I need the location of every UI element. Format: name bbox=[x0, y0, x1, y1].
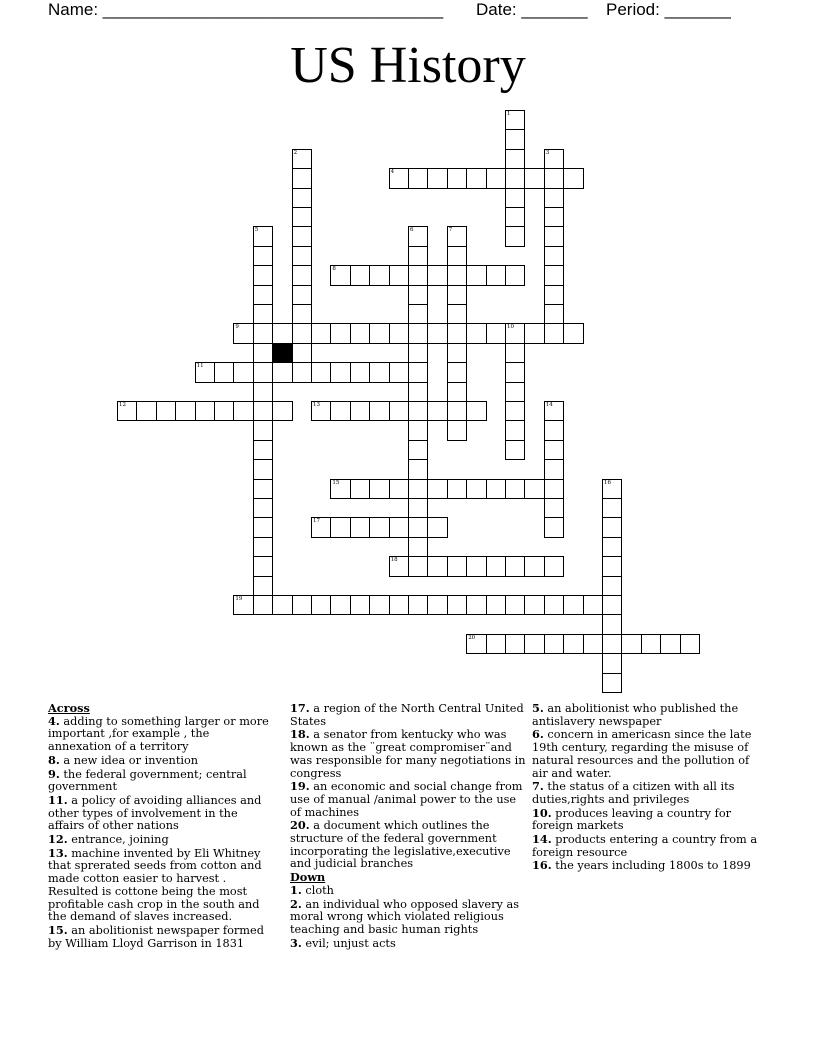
grid-cell[interactable] bbox=[408, 595, 428, 615]
grid-cell[interactable] bbox=[544, 188, 564, 208]
grid-cell[interactable] bbox=[544, 226, 564, 246]
grid-cell[interactable] bbox=[330, 479, 350, 499]
grid-cell[interactable] bbox=[408, 498, 428, 518]
grid-cell[interactable] bbox=[602, 614, 622, 634]
clue-text: produces leaving a country for foreign markets bbox=[532, 806, 732, 833]
grid-cell[interactable] bbox=[136, 401, 156, 421]
clue-number: 6. bbox=[532, 727, 544, 742]
clue-text: entrance, joining bbox=[71, 833, 169, 847]
grid-cell[interactable] bbox=[311, 362, 331, 382]
grid-cell[interactable] bbox=[641, 634, 661, 654]
grid-cell[interactable] bbox=[486, 556, 506, 576]
grid-cell[interactable] bbox=[505, 129, 525, 149]
grid-cell[interactable] bbox=[233, 401, 253, 421]
clue-text: products entering a country from a foreign resource bbox=[532, 833, 758, 859]
grid-cell[interactable] bbox=[253, 226, 273, 246]
grid-cell[interactable] bbox=[544, 246, 564, 266]
grid-cell[interactable] bbox=[524, 556, 544, 576]
clue-number: 14. bbox=[532, 832, 552, 847]
grid-cell[interactable] bbox=[466, 401, 486, 421]
grid-cell[interactable] bbox=[447, 556, 467, 576]
grid-cell[interactable] bbox=[253, 440, 273, 460]
grid-cell[interactable] bbox=[350, 362, 370, 382]
clue-text: a region of the North Central United States bbox=[290, 702, 524, 728]
clue-text: a document which outlines the structure of the federal government incorporating the legislative,executive and judicial branches bbox=[290, 819, 511, 871]
clue-number: 19. bbox=[290, 779, 310, 794]
grid-cell[interactable] bbox=[408, 440, 428, 460]
down-clue bbox=[532, 728, 766, 780]
grid-cell[interactable] bbox=[427, 517, 447, 537]
clue-number: 20. bbox=[290, 818, 310, 833]
grid-cell[interactable] bbox=[602, 634, 622, 654]
down-clue bbox=[532, 702, 766, 728]
grid-cell[interactable] bbox=[505, 323, 525, 343]
grid-cell[interactable] bbox=[680, 634, 700, 654]
clue-text: an individual who opposed slavery as moral wrong which violated religious teaching and basic human rights bbox=[290, 897, 519, 936]
grid-cell[interactable] bbox=[408, 517, 428, 537]
grid-cell[interactable] bbox=[389, 323, 409, 343]
grid-cell[interactable] bbox=[544, 401, 564, 421]
grid-cell[interactable] bbox=[408, 246, 428, 266]
grid-cell[interactable] bbox=[505, 168, 525, 188]
down-clue bbox=[290, 937, 526, 951]
grid-cell[interactable] bbox=[447, 246, 467, 266]
grid-cell[interactable] bbox=[350, 401, 370, 421]
across-clue bbox=[290, 780, 526, 819]
grid-cell[interactable] bbox=[447, 343, 467, 363]
grid-cell[interactable] bbox=[253, 285, 273, 305]
grid-cell[interactable] bbox=[447, 479, 467, 499]
grid-cell[interactable] bbox=[156, 401, 176, 421]
down-clue bbox=[290, 884, 526, 898]
grid-cell[interactable] bbox=[602, 673, 622, 693]
grid-cell[interactable] bbox=[292, 343, 312, 363]
grid-cell[interactable] bbox=[505, 149, 525, 169]
grid-cell[interactable] bbox=[292, 304, 312, 324]
clue-text: evil; unjust acts bbox=[305, 936, 396, 950]
grid-cell[interactable] bbox=[447, 304, 467, 324]
grid-cell[interactable] bbox=[602, 498, 622, 518]
grid-cell[interactable] bbox=[292, 265, 312, 285]
clue-number: 17. bbox=[290, 701, 310, 715]
across-clue bbox=[48, 768, 276, 794]
grid-cell[interactable] bbox=[544, 304, 564, 324]
down-clue bbox=[532, 859, 766, 873]
grid-cell[interactable] bbox=[253, 343, 273, 363]
clue-number: 5. bbox=[532, 701, 544, 715]
grid-cell[interactable] bbox=[544, 517, 564, 537]
grid-cell[interactable] bbox=[330, 401, 350, 421]
black-cell bbox=[272, 343, 292, 363]
grid-cell[interactable] bbox=[389, 517, 409, 537]
clue-number: 8. bbox=[48, 752, 60, 767]
grid-cell[interactable] bbox=[350, 323, 370, 343]
grid-cell[interactable] bbox=[486, 634, 506, 654]
clue-number: 4 bbox=[390, 169, 395, 176]
grid-cell[interactable] bbox=[330, 265, 350, 285]
grid-cell[interactable] bbox=[253, 498, 273, 518]
grid-cell[interactable] bbox=[602, 537, 622, 557]
grid-cell[interactable] bbox=[447, 285, 467, 305]
clue-number: 13 bbox=[313, 402, 320, 408]
grid-cell[interactable] bbox=[330, 323, 350, 343]
grid-cell[interactable] bbox=[292, 323, 312, 343]
clue-number: 6 bbox=[410, 227, 414, 234]
grid-cell[interactable] bbox=[544, 168, 564, 188]
clue-text: a policy of avoiding alliances and other types of involvement in the affairs of other nations bbox=[48, 793, 262, 833]
grid-cell[interactable] bbox=[602, 556, 622, 576]
grid-cell[interactable] bbox=[369, 595, 389, 615]
clue-number: 14 bbox=[545, 402, 553, 408]
across-clue bbox=[48, 833, 276, 847]
grid-cell[interactable] bbox=[544, 595, 564, 615]
grid-cell[interactable] bbox=[350, 479, 370, 499]
clues-column-2 bbox=[290, 702, 526, 950]
clue-number: 5 bbox=[254, 227, 259, 234]
clue-number: 7. bbox=[532, 779, 544, 794]
grid-cell[interactable] bbox=[544, 459, 564, 479]
clue-number: 2. bbox=[290, 896, 302, 911]
grid-cell[interactable] bbox=[369, 479, 389, 499]
clue-number: 10 bbox=[507, 324, 514, 331]
clue-number: 16. bbox=[532, 858, 552, 873]
grid-cell[interactable] bbox=[292, 168, 312, 188]
grid-cell[interactable] bbox=[524, 595, 544, 615]
grid-cell[interactable] bbox=[408, 168, 428, 188]
clue-number: 11. bbox=[48, 792, 68, 807]
grid-cell[interactable] bbox=[505, 440, 525, 460]
grid-cell[interactable] bbox=[466, 479, 486, 499]
grid-cell[interactable] bbox=[408, 382, 428, 402]
grid-cell[interactable] bbox=[544, 207, 564, 227]
grid-cell[interactable] bbox=[253, 556, 273, 576]
grid-cell[interactable] bbox=[524, 323, 544, 343]
grid-cell[interactable] bbox=[447, 226, 467, 246]
down-clue bbox=[532, 833, 766, 859]
grid-cell[interactable] bbox=[292, 595, 312, 615]
grid-cell[interactable] bbox=[505, 420, 525, 440]
grid-cell[interactable] bbox=[544, 479, 564, 499]
clue-number: 16 bbox=[604, 479, 611, 486]
grid-cell[interactable] bbox=[408, 304, 428, 324]
grid-cell[interactable] bbox=[253, 304, 273, 324]
down-clue bbox=[532, 807, 766, 833]
grid-cell[interactable] bbox=[408, 323, 428, 343]
grid-cell[interactable] bbox=[311, 595, 331, 615]
grid-cell[interactable] bbox=[253, 265, 273, 285]
name-field[interactable]: Name: ____________________________________ bbox=[48, 0, 444, 19]
period-field[interactable]: Period: _______ bbox=[606, 0, 731, 19]
clue-number: 8 bbox=[332, 266, 336, 273]
grid-cell[interactable] bbox=[427, 595, 447, 615]
grid-cell[interactable] bbox=[272, 323, 292, 343]
grid-cell[interactable] bbox=[486, 479, 506, 499]
grid-cell[interactable] bbox=[330, 595, 350, 615]
grid-cell[interactable] bbox=[253, 420, 273, 440]
grid-cell[interactable] bbox=[389, 168, 409, 188]
clue-text: a new idea or invention bbox=[63, 753, 199, 767]
grid-cell[interactable] bbox=[175, 401, 195, 421]
grid-cell[interactable] bbox=[292, 362, 312, 382]
grid-cell[interactable] bbox=[253, 382, 273, 402]
grid-cell[interactable] bbox=[505, 401, 525, 421]
grid-cell[interactable] bbox=[505, 110, 525, 130]
clue-number: 10. bbox=[532, 805, 552, 820]
grid-cell[interactable] bbox=[466, 556, 486, 576]
grid-cell[interactable] bbox=[292, 285, 312, 305]
grid-cell[interactable] bbox=[544, 285, 564, 305]
grid-cell[interactable] bbox=[311, 323, 331, 343]
grid-cell[interactable] bbox=[292, 226, 312, 246]
clue-text: adding to something larger or more important ,for example , the annexation of a territory bbox=[48, 714, 269, 754]
grid-cell[interactable] bbox=[369, 323, 389, 343]
grid-cell[interactable] bbox=[195, 401, 215, 421]
grid-cell[interactable] bbox=[544, 556, 564, 576]
grid-cell[interactable] bbox=[311, 517, 331, 537]
grid-cell[interactable] bbox=[583, 634, 603, 654]
grid-cell[interactable] bbox=[427, 401, 447, 421]
clue-number: 20 bbox=[468, 634, 476, 641]
grid-cell[interactable] bbox=[447, 401, 467, 421]
down-clue bbox=[290, 898, 526, 937]
grid-cell[interactable] bbox=[389, 265, 409, 285]
grid-cell[interactable] bbox=[292, 207, 312, 227]
grid-cell[interactable] bbox=[524, 634, 544, 654]
clue-number: 2 bbox=[293, 149, 298, 156]
grid-cell[interactable] bbox=[505, 634, 525, 654]
grid-cell[interactable] bbox=[214, 401, 234, 421]
across-clue bbox=[290, 819, 526, 871]
grid-cell[interactable] bbox=[505, 382, 525, 402]
clue-number: 15. bbox=[48, 922, 68, 937]
clue-text: cloth bbox=[305, 883, 334, 897]
clue-number: 19 bbox=[235, 596, 243, 602]
grid-cell[interactable] bbox=[544, 498, 564, 518]
across-clue bbox=[48, 715, 276, 754]
grid-cell[interactable] bbox=[466, 634, 486, 654]
grid-cell[interactable] bbox=[563, 323, 583, 343]
clue-text: an abolitionist who published the antislavery newspaper bbox=[532, 702, 739, 728]
grid-cell[interactable] bbox=[505, 188, 525, 208]
grid-cell[interactable] bbox=[369, 265, 389, 285]
clue-number: 7 bbox=[448, 227, 453, 234]
clue-number: 13. bbox=[48, 845, 68, 860]
grid-cell[interactable] bbox=[389, 479, 409, 499]
grid-cell[interactable] bbox=[408, 479, 428, 499]
grid-cell[interactable] bbox=[427, 556, 447, 576]
across-clue bbox=[48, 754, 276, 768]
grid-cell[interactable] bbox=[505, 479, 525, 499]
grid-cell[interactable] bbox=[389, 362, 409, 382]
clue-number: 12. bbox=[48, 832, 68, 847]
clue-number: 15 bbox=[332, 479, 340, 486]
across-clue bbox=[290, 728, 526, 780]
grid-cell[interactable] bbox=[602, 653, 622, 673]
grid-cell[interactable] bbox=[505, 595, 525, 615]
grid-cell[interactable] bbox=[447, 420, 467, 440]
clue-number: 9. bbox=[48, 766, 60, 781]
clue-number: 11 bbox=[196, 363, 204, 370]
grid-cell[interactable] bbox=[505, 362, 525, 382]
grid-cell[interactable] bbox=[330, 517, 350, 537]
grid-cell[interactable] bbox=[389, 401, 409, 421]
grid-cell[interactable] bbox=[214, 362, 234, 382]
clue-number: 18 bbox=[390, 557, 398, 564]
grid-cell[interactable] bbox=[602, 595, 622, 615]
grid-cell[interactable] bbox=[466, 323, 486, 343]
grid-cell[interactable] bbox=[195, 362, 215, 382]
grid-cell[interactable] bbox=[505, 343, 525, 363]
across-clue bbox=[48, 847, 276, 924]
clue-text: an economic and social change from use of manual /animal power to the use of machines bbox=[290, 780, 523, 819]
grid-cell[interactable] bbox=[292, 188, 312, 208]
grid-cell[interactable] bbox=[408, 401, 428, 421]
grid-cell[interactable] bbox=[408, 265, 428, 285]
grid-cell[interactable] bbox=[427, 265, 447, 285]
page-title: US History bbox=[290, 37, 526, 94]
grid-cell[interactable] bbox=[447, 382, 467, 402]
grid-cell[interactable] bbox=[447, 323, 467, 343]
clue-number: 12 bbox=[119, 402, 126, 408]
grid-cell[interactable] bbox=[544, 440, 564, 460]
grid-cell[interactable] bbox=[563, 595, 583, 615]
grid-cell[interactable] bbox=[563, 634, 583, 654]
clue-text: the federal government; central government bbox=[48, 767, 247, 794]
grid-cell[interactable] bbox=[427, 323, 447, 343]
grid-cell[interactable] bbox=[233, 362, 253, 382]
grid-cell[interactable] bbox=[602, 517, 622, 537]
across-clue bbox=[48, 794, 276, 833]
grid-cell[interactable] bbox=[253, 362, 273, 382]
grid-cell[interactable] bbox=[272, 362, 292, 382]
grid-cell[interactable] bbox=[544, 634, 564, 654]
grid-cell[interactable] bbox=[447, 595, 467, 615]
grid-cell[interactable] bbox=[486, 323, 506, 343]
grid-cell[interactable] bbox=[311, 401, 331, 421]
grid-cell[interactable] bbox=[505, 226, 525, 246]
grid-cell[interactable] bbox=[466, 265, 486, 285]
grid-cell[interactable] bbox=[544, 323, 564, 343]
grid-cell[interactable] bbox=[486, 595, 506, 615]
across-heading: Across bbox=[48, 701, 90, 715]
clue-number: 18. bbox=[290, 727, 310, 742]
across-clue bbox=[48, 924, 276, 950]
grid-cell[interactable] bbox=[524, 479, 544, 499]
down-clue bbox=[532, 780, 766, 806]
clue-text: the years including 1800s to 1899 bbox=[555, 859, 751, 873]
grid-cell[interactable] bbox=[544, 420, 564, 440]
grid-cell[interactable] bbox=[447, 265, 467, 285]
grid-cell[interactable] bbox=[408, 343, 428, 363]
grid-cell[interactable] bbox=[350, 517, 370, 537]
grid-cell[interactable] bbox=[369, 517, 389, 537]
grid-cell[interactable] bbox=[447, 362, 467, 382]
grid-cell[interactable] bbox=[330, 362, 350, 382]
grid-cell[interactable] bbox=[253, 576, 273, 596]
grid-cell[interactable] bbox=[505, 556, 525, 576]
grid-cell[interactable] bbox=[369, 401, 389, 421]
clue-text: concern in americasn since the late 19th century, regarding the misuse of natural resources and the pollution of air and water. bbox=[532, 728, 752, 780]
grid-cell[interactable] bbox=[408, 420, 428, 440]
across-clue bbox=[290, 702, 526, 728]
grid-cell[interactable] bbox=[602, 479, 622, 499]
grid-cell[interactable] bbox=[253, 401, 273, 421]
clues-column-3 bbox=[532, 702, 766, 873]
grid-cell[interactable] bbox=[253, 479, 273, 499]
crossword-grid bbox=[117, 110, 699, 692]
clue-number: 3. bbox=[290, 935, 302, 950]
grid-cell[interactable] bbox=[602, 576, 622, 596]
grid-cell[interactable] bbox=[486, 265, 506, 285]
clue-text: a senator from kentucky who was known as the ¨great compromiser¨and was responsible for many negotiations in congress bbox=[290, 728, 526, 780]
clue-number: 17 bbox=[313, 518, 320, 525]
grid-cell[interactable] bbox=[486, 168, 506, 188]
clue-number: 1. bbox=[290, 882, 302, 897]
grid-cell[interactable] bbox=[253, 537, 273, 557]
grid-cell[interactable] bbox=[466, 595, 486, 615]
down-heading: Down bbox=[290, 870, 326, 885]
clue-number: 3 bbox=[545, 149, 550, 156]
grid-cell[interactable] bbox=[350, 595, 370, 615]
clue-number: 4. bbox=[48, 713, 60, 728]
grid-cell[interactable] bbox=[117, 401, 137, 421]
grid-cell[interactable] bbox=[272, 595, 292, 615]
date-field[interactable]: Date: _______ bbox=[476, 0, 588, 19]
grid-cell[interactable] bbox=[505, 207, 525, 227]
grid-cell[interactable] bbox=[563, 168, 583, 188]
grid-cell[interactable] bbox=[466, 168, 486, 188]
grid-cell[interactable] bbox=[350, 265, 370, 285]
clue-number: 9 bbox=[235, 324, 239, 331]
clue-number: 1 bbox=[507, 111, 511, 117]
grid-cell[interactable] bbox=[408, 362, 428, 382]
grid-cell[interactable] bbox=[408, 537, 428, 557]
grid-cell[interactable] bbox=[253, 459, 273, 479]
grid-cell[interactable] bbox=[621, 634, 641, 654]
grid-cell[interactable] bbox=[253, 517, 273, 537]
grid-cell[interactable] bbox=[292, 246, 312, 266]
grid-cell[interactable] bbox=[389, 595, 409, 615]
grid-cell[interactable] bbox=[408, 226, 428, 246]
grid-cell[interactable] bbox=[505, 265, 525, 285]
grid-cell[interactable] bbox=[253, 323, 273, 343]
grid-cell[interactable] bbox=[408, 459, 428, 479]
grid-cell[interactable] bbox=[583, 595, 603, 615]
grid-cell[interactable] bbox=[369, 362, 389, 382]
grid-cell[interactable] bbox=[233, 595, 253, 615]
grid-cell[interactable] bbox=[292, 149, 312, 169]
grid-cell[interactable] bbox=[427, 168, 447, 188]
grid-cell[interactable] bbox=[544, 265, 564, 285]
grid-cell[interactable] bbox=[233, 323, 253, 343]
grid-cell[interactable] bbox=[447, 168, 467, 188]
clue-text: machine invented by Eli Whitney that sprerated seeds from cotton and made cotton easier to harvest . Resulted is cottone being the most profitable cash crop in the south and the demand of slaves increased. bbox=[48, 846, 262, 924]
clue-text: an abolitionist newspaper formed by William Lloyd Garrison in 1831 bbox=[48, 923, 264, 950]
grid-cell[interactable] bbox=[253, 246, 273, 266]
grid-cell[interactable] bbox=[408, 556, 428, 576]
grid-cell[interactable] bbox=[408, 285, 428, 305]
grid-cell[interactable] bbox=[427, 479, 447, 499]
grid-cell[interactable] bbox=[544, 149, 564, 169]
clues-column-1 bbox=[48, 702, 276, 950]
grid-cell[interactable] bbox=[524, 168, 544, 188]
grid-cell[interactable] bbox=[272, 401, 292, 421]
grid-cell[interactable] bbox=[660, 634, 680, 654]
grid-cell[interactable] bbox=[253, 595, 273, 615]
grid-cell[interactable] bbox=[389, 556, 409, 576]
clue-text: the status of a citizen with all its duties,rights and privileges bbox=[532, 780, 735, 806]
